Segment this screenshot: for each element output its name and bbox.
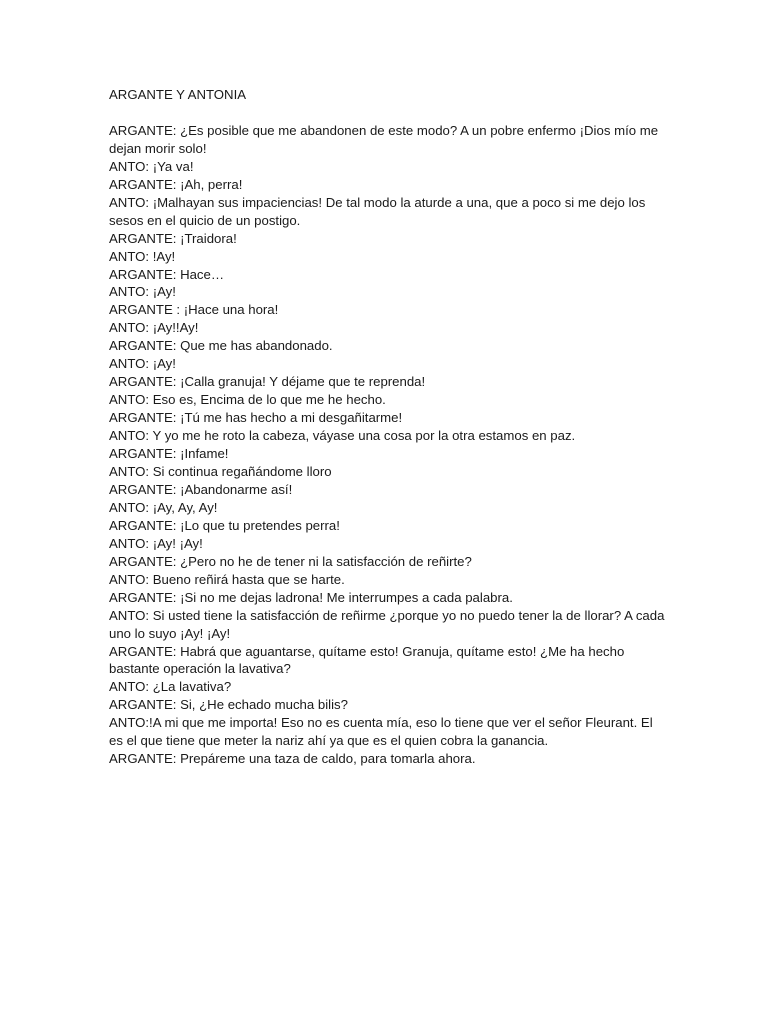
dialogue-body bbox=[109, 122, 669, 768]
dialogue-line: ARGANTE: ¿Es posible que me abandonen de este modo? A un pobre enfermo ¡Dios mío me dejan morir solo! bbox=[109, 122, 659, 156]
dialogue-line: ANTO: Y yo me he roto la cabeza, váyase una cosa por la otra estamos en paz. bbox=[109, 428, 576, 444]
document-title: ARGANTE Y ANTONIA bbox=[109, 87, 247, 102]
dialogue-line: ANTO: ¡Ya va! bbox=[109, 158, 194, 174]
dialogue-line: ANTO:!A mi que me importa! Eso no es cuenta mía, eso lo tiene que ver el señor Fleurant. El es el que tiene que meter la nariz ahí ya que es el quien cobra la ganancia. bbox=[109, 715, 653, 749]
dialogue-line: ARGANTE: Si, ¿He echado mucha bilis? bbox=[109, 697, 348, 713]
dialogue-line: ANTO: ¡Ay! bbox=[109, 284, 176, 300]
dialogue-line: ANTO: ¡Ay! ¡Ay! bbox=[109, 535, 203, 551]
dialogue-line: ANTO: ¡Ay, Ay, Ay! bbox=[109, 499, 218, 515]
dialogue-line: ANTO: ¿La lavativa? bbox=[109, 679, 232, 695]
dialogue-line: ARGANTE: ¡Si no me dejas ladrona! Me interrumpes a cada palabra. bbox=[109, 589, 513, 605]
dialogue-line: ANTO: Bueno reñirá hasta que se harte. bbox=[109, 571, 345, 587]
dialogue-line: ARGANTE : ¡Hace una hora! bbox=[109, 302, 279, 318]
dialogue-line: ARGANTE: Hace… bbox=[109, 266, 225, 282]
dialogue-line: ARGANTE: ¡Infame! bbox=[109, 446, 229, 462]
dialogue-line: ARGANTE: Habrá que aguantarse, quítame esto! Granuja, quítame esto! ¿Me ha hecho bastante operación la lavativa? bbox=[109, 643, 625, 677]
dialogue-line: ARGANTE: Prepáreme una taza de caldo, para tomarla ahora. bbox=[109, 751, 476, 767]
dialogue-line: ARGANTE: ¡Tú me has hecho a mi desgañitarme! bbox=[109, 410, 403, 426]
dialogue-line: ARGANTE: ¿Pero no he de tener ni la satisfacción de reñirte? bbox=[109, 553, 472, 569]
dialogue-line: ANTO: ¡Ay! bbox=[109, 356, 176, 372]
dialogue-line: ANTO: ¡Malhayan sus impaciencias! De tal modo la aturde a una, que a poco si me dejo los sesos en el quicio de un postigo. bbox=[109, 194, 646, 228]
dialogue-line: ARGANTE: ¡Lo que tu pretendes perra! bbox=[109, 517, 340, 533]
dialogue-line: ANTO: ¡Ay!!Ay! bbox=[109, 320, 199, 336]
dialogue-line: ARGANTE: ¡Ah, perra! bbox=[109, 176, 243, 192]
dialogue-line: ANTO: !Ay! bbox=[109, 248, 176, 264]
document-page bbox=[109, 86, 669, 768]
dialogue-line: ARGANTE: ¡Traidora! bbox=[109, 230, 237, 246]
dialogue-line: ANTO: Eso es, Encima de lo que me he hecho. bbox=[109, 392, 386, 408]
dialogue-line: ARGANTE: ¡Calla granuja! Y déjame que te reprenda! bbox=[109, 374, 426, 390]
dialogue-line: ARGANTE: ¡Abandonarme así! bbox=[109, 481, 293, 497]
dialogue-line: ARGANTE: Que me has abandonado. bbox=[109, 338, 333, 354]
dialogue-line: ANTO: Si continua regañándome lloro bbox=[109, 464, 332, 479]
dialogue-line: ANTO: Si usted tiene la satisfacción de reñirme ¿porque yo no puedo tener la de llorar? A cada uno lo suyo ¡Ay! ¡Ay! bbox=[109, 607, 665, 641]
